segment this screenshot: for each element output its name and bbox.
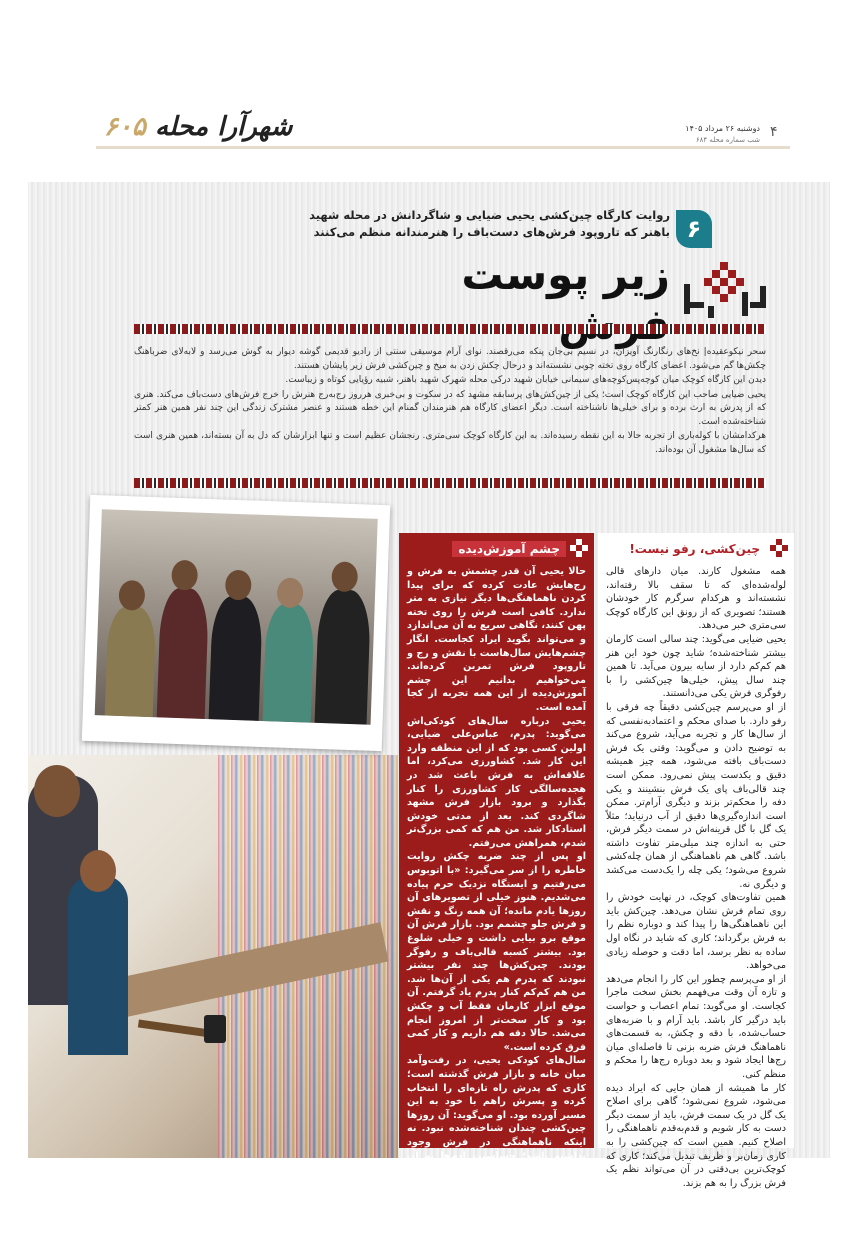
person-head [171, 560, 198, 591]
person-figure [263, 603, 315, 723]
person-figure [315, 589, 372, 725]
group-photo-frame [82, 495, 390, 751]
hammer-head [204, 1015, 226, 1043]
column-paragraph: همه مشغول کارند. میان دارهای قالی لوله‌شده‌ای که تا سقف بالا رفته‌اند، نشسته‌اند و هرکدام سرگرم کار خودشان هستند؛ تصویری که از رونق این کارگاه کوچک سی‌متری خبر می‌دهد. [606, 566, 786, 632]
publication-title: شهرآرا محله [154, 112, 293, 142]
column-paragraph: همین تفاوت‌های کوچک، در نهایت خودش را روی تمام فرش نشان می‌دهد. چین‌کش باید این ناهماهنگی‌ها را پیدا کند و دوباره نظم را به فرش برگرداند؛ کاری که شاید در نگاه اول ساده به نظر برسد، اما دقت و حوصله زیادی می‌خواهد. [606, 892, 786, 972]
workshop-group-photo [95, 509, 378, 725]
column-body [606, 565, 786, 1190]
person-figure [105, 606, 157, 718]
column-paragraph: سال‌های کودکی یحیی، در رفت‌وآمد میان خانه و بازار فرش گذشته است؛ کاری که پدرش راه تازه‌ای را انتخاب کرده و پسرش راهم با خود به این مسیر آورده بود. او می‌گوید: آن روزها چین‌کشی چندان شناخته‌شده نبود. نه اینکه ناهماهنگی در فرش وجود نداشته باشد؛ حساسیت آدم‌ها به آن کمتر بود. خیلی‌ها تفاوت‌های میلی‌متری نقش‌ها و رج‌ها را نمی‌دیدند یا آن‌قدر برایشان مهم نبود که بخواهند به فکر اصلاحش بیفتند. به مرور زمان اما نگاه‌ها دقیق‌تر شد و آدم‌ها بیشتر به جزئیات فرش‌های دست‌باف حساس شدند. [407, 1055, 586, 1257]
column-body [407, 565, 586, 1258]
carpet-border-top [134, 324, 766, 334]
article-lead [134, 346, 766, 458]
issue-number: ۶۰۵ [104, 112, 146, 142]
lead-paragraph: سحر نیکوعقیده| نخ‌های رنگارنگ آویزان، در نسیم بی‌جان پنکه می‌رقصند. نوای آرام موسیقی سنتی از رادیو قدیمی گوشه دیوار به گوش می‌رسد و لابه‌لای ضرباهنگ چکش‌ها گم می‌شود. اعضای کارگاه روی تخته چوبی نشسته‌اند و درحال چکش زدن به میخ و چین‌کشی فرش زیر پایشان هستند. [134, 347, 766, 371]
issue-date: دوشنبه ۲۶ مرداد ۱۴۰۵ [685, 124, 760, 133]
column-not-darning [598, 533, 794, 1189]
carpet-border-bottom [134, 478, 766, 488]
person-figure [157, 587, 210, 719]
article-headline: زیر پوست [461, 250, 670, 299]
column-paragraph: حالا یحیی آن قدر چشمش به فرش و رج‌هایش عادت کرده که برای پیدا کردن ناهماهنگی‌ها دیگر نیازی به متر ندارد. کافی است فرش را روی تخته پهن کنند، نگاهی سریع به آن می‌اندازد و می‌تواند بگوید ایراد کجاست. انگار چشم‌هایش سال‌هاست با نقش و رج و تاروپود فرش تمرین کرده‌اند. می‌خواهیم بدانیم این چشم آموزش‌دیده از این همه تجربه از کجا آمده است. [407, 566, 586, 713]
publication-logo [96, 112, 292, 142]
person-figure [209, 595, 263, 721]
lead-paragraph: یحیی ضیایی صاحب این کارگاه کوچک است؛ یکی از چین‌کش‌های پرسابقه مشهد که در سکوت و بی‌خبری هرروز رج‌به‌رج هنرش را خرج فرش‌های دست‌باف می‌کند. هنری که از پدرش به ارث برده و برای خیلی‌ها ناشناخته است. دیگر اعضای کارگاه هم هنرمندان گمنام این خطه هستند و عنصر مشترک زندگی این چند نفر همین هنر کمتر شناخته‌شده است. [134, 389, 766, 427]
column-paragraph: از او می‌پرسم چطور این کار را انجام می‌دهد و تازه آن وقت می‌فهمم بخش سخت ماجرا کجاست. او می‌گوید: تمام اعصاب و حواست باید درگیر کار باشد. باید آرام و با ضربه‌های حساب‌شده، با دقه و چکش، به قسمت‌های ناهماهنگ فرش ضربه بزنی تا فاصله‌ای میان رج‌ها ایجاد شود و بعد دوباره رج‌ها را محکم و منظم کنی. [606, 973, 786, 1080]
column-paragraph: یحیی درباره سال‌های کودکی‌اش می‌گوید: پدرم، عباس‌علی ضیایی، اولین کسی بود که از این منطقه وارد این کار شد. کشاورزی می‌کرد، اما علاقه‌اش به فرش باعث شد در هجده‌سالگی کار کشاورزی را کنار بگذارد و برود بازار فرش مشهد شاگردی کند. بعد از مدتی خودش استادکار شد. من هم که کمی بزرگ‌تر شدم، همراهش می‌رفتم. [407, 715, 586, 849]
masthead-divider [96, 146, 790, 149]
column-paragraph: او پس از چند ضربه چکش روایت خاطره را از سر می‌گیرد: «با اتوبوس می‌رفتیم و ایستگاه نزدیک حرم پیاده می‌شدیم. هنوز خیلی از تصویرهای آن روزها یادم مانده؛ آن همه رنگ و نقش و فرش جلو چشمم بود. بازار فرش آن موقع برو بیایی داشت و خیلی شلوغ بود. بیشتر کسبه قالی‌باف و رفوگر بودند. چین‌کش‌ها چند نفر بیشتر نبودند که پدرم هم یکی از آن‌ها شد. من هم کم‌کم کنار پدرم یاد گرفتم. آن موقع ابزار کارمان فقط آب و چکش بود و کار سخت‌تر از امروز انجام می‌شد. حالا دقه هم داریم و کار کمی فرق کرده است.» [407, 851, 586, 1053]
column-heading: چشم آموزش‌دیده [452, 541, 566, 557]
person-head [118, 580, 145, 611]
apprentice-figure [68, 875, 128, 1055]
issue-subline: شب سماره محله ۶۸۴ [695, 136, 760, 144]
column-paragraph: یحیی ضیایی می‌گوید: چند سالی است کارمان بیشتر شناخته‌شده؛ شاید چون خود این هنر هم کم‌کم دارد از سایه بیرون می‌آید. تا همین چند سال پیش، خیلی‌ها چین‌کشی را با رفوگری فرش یکی می‌دانستند. [606, 633, 786, 700]
masthead [0, 0, 858, 175]
diamond-motif-icon [770, 539, 788, 557]
person-head [331, 561, 358, 592]
person-head [225, 570, 252, 601]
article-number-badge: ۶ [676, 210, 712, 248]
lead-paragraph: دیدن این کارگاه کوچک میان کوچه‌پس‌کوچه‌های سیمانی خیابان شهید درکی محله شهرک شهید باهنر، شبیه رؤیایی کوتاه و زیباست. [285, 375, 766, 385]
article-kicker: روایت کارگاه چین‌کشی یحیی ضیایی و شاگردانش در محله شهید باهنر که تاروپود فرش‌های دست‌باف را هنرمندانه منظم می‌کنند [309, 208, 670, 239]
weaving-photo [28, 755, 398, 1158]
column-paragraph: از او می‌پرسم چین‌کشی دقیقاً چه فرقی با رفو دارد. با صدای محکم و اعتمادبه‌نفسی که از سال‌ها کار و تجربه می‌آید، شروع می‌کند به توضیح دادن و می‌گوید: وقتی یک فرش دست‌باف بافته می‌شود، همه چیز همیشه دقیق و یکدست پیش نمی‌رود. ممکن است چند قالی‌باف پای یک فرش بنشینند و یکی دفه را محکم‌تر بزند و دیگری آرام‌تر. ممکن است اندازه‌گیری‌ها دقیق از آب درنیاید؛ مثلاً یک گل با گل قرینه‌اش در سمت دیگر فرش، حتی به اندازه چند میلی‌متر تفاوت داشته باشد. گاهی هم ناهماهنگی از همان چله‌کشی شروع می‌شود؛ یکی چله را یک‌دست می‌کشد و دیگری نه. [606, 701, 786, 890]
lead-paragraph: هرکدامشان با کوله‌باری از تجربه حالا به این نقطه رسیده‌اند. به این کارگاه کوچک سی‌متری. رنجشان عظیم است و تنها ابزارشان که دل به آن بسته‌اند، همین هنری است که سال‌ها مشغول آن بوده‌اند. [134, 431, 766, 455]
apprentice-head [80, 850, 116, 892]
page-number: ۴ [770, 124, 778, 140]
column-trained-eye [399, 533, 594, 1257]
person-head [277, 577, 304, 608]
carpet-motif-icon [680, 262, 770, 322]
column-heading: چین‌کشی، رفو نیست! [623, 541, 766, 557]
diamond-motif-icon [570, 539, 588, 557]
weaver-head [34, 765, 80, 817]
column-paragraph: کار ما همیشه از همان جایی که ایراد دیده می‌شود، شروع نمی‌شود؛ گاهی برای اصلاح یک گل در یک سمت فرش، باید از سمت دیگر دست به کار شویم و قدم‌به‌قدم ناهماهنگی را اصلاح کنیم. همین است که چین‌کشی را به کاری زمان‌بر و ظریف تبدیل می‌کند؛ کاری که کوچک‌ترین بی‌دقتی در آن می‌تواند نظم یک فرش بزرگ را به هم بزند. [606, 1082, 786, 1189]
